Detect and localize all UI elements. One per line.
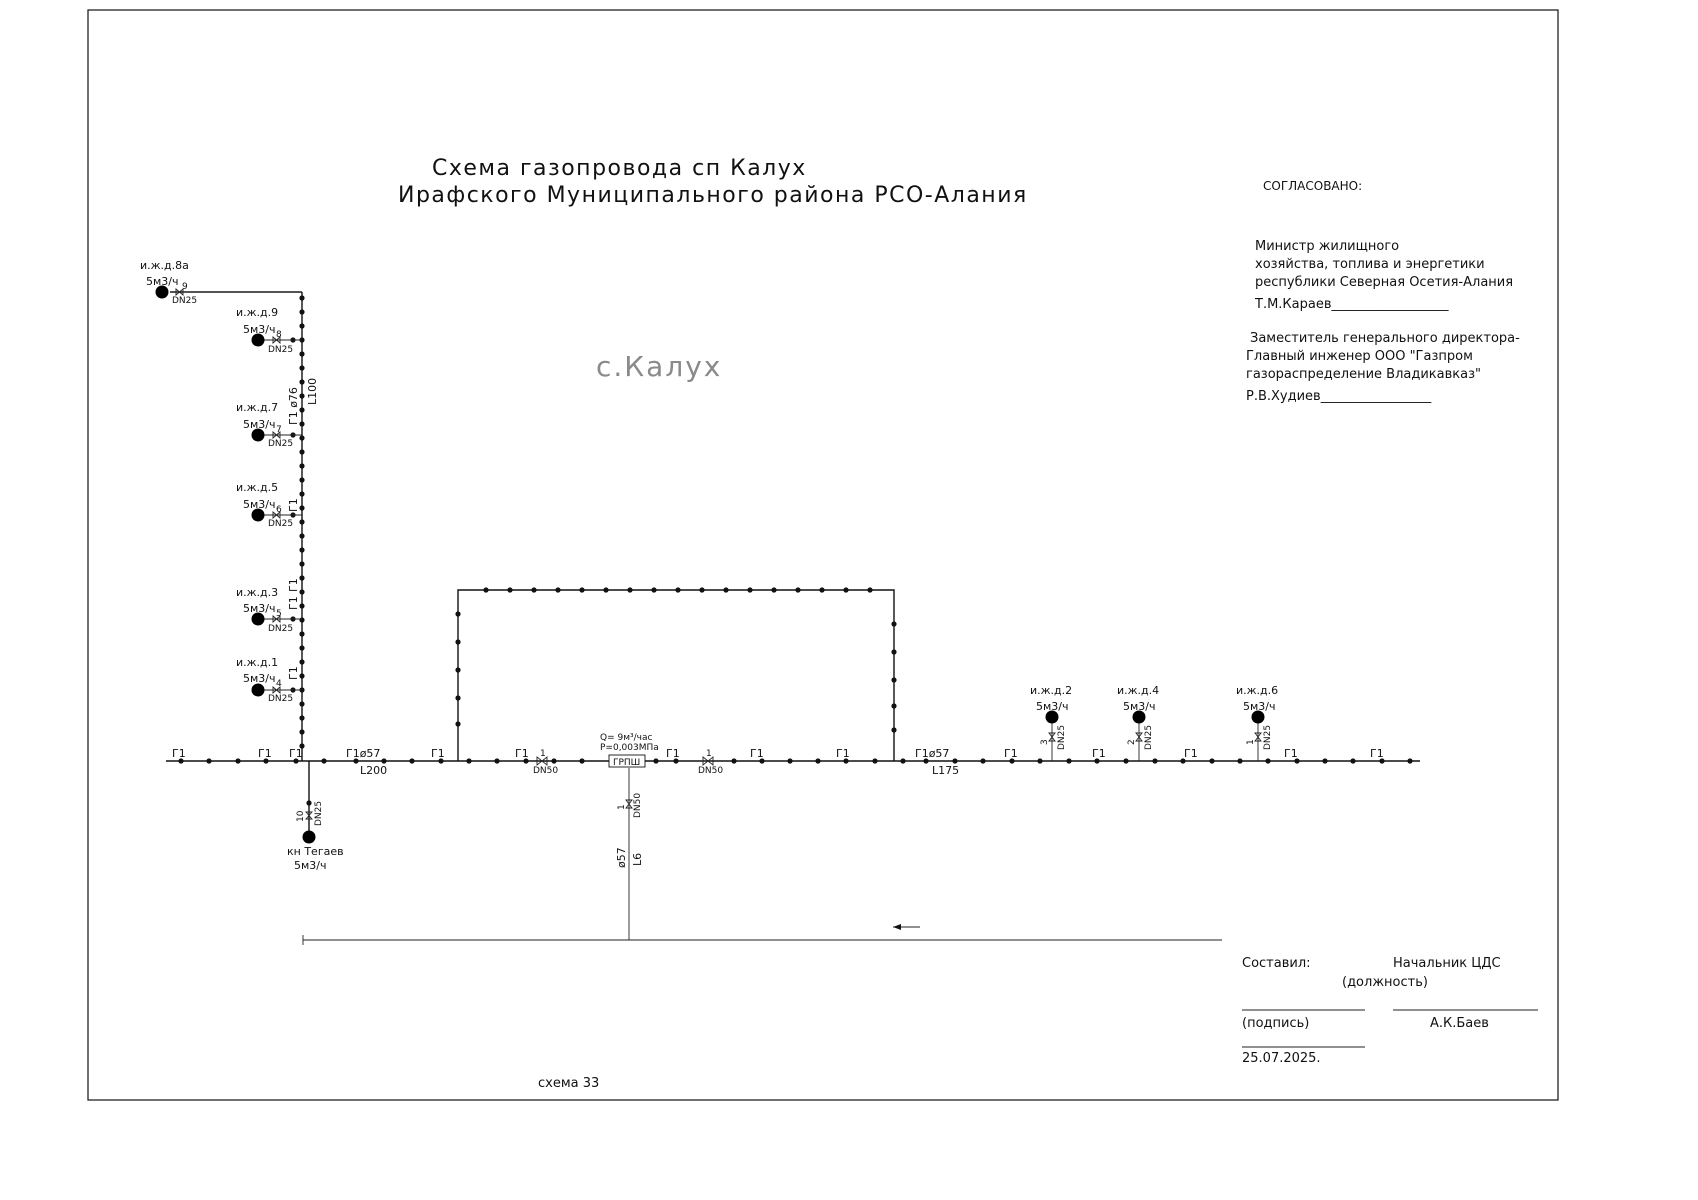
pipe-joint-dot [299,393,304,398]
pipe-joint-dot [299,645,304,650]
pipe-joint-dot [299,519,304,524]
pipe-joint-dot [299,309,304,314]
pipe-joint-dot [299,491,304,496]
consumer-5-dn: DN25 [268,519,294,529]
tegaev-flow: 5м3/ч [294,859,327,872]
grpsh-flow: Q= 9м³/час [600,733,653,743]
pipe-joint-dot [299,715,304,720]
title-block [538,956,1538,1091]
pipe-joint-dot [299,323,304,328]
deputy-signature: Р.В.Худиев_________________ [1246,389,1432,404]
pipe-joint-dot [299,435,304,440]
pipe-joint-dot [299,547,304,552]
date: 25.07.2025. [1242,1051,1321,1066]
pipe-joint-dot [579,587,584,592]
pipe-joint-dot [299,505,304,510]
deputy-line-1: Заместитель генерального директора- [1250,331,1520,346]
pipe-joint-dot [299,617,304,622]
branch-8a [140,259,302,306]
pipe-joint-dot [699,587,704,592]
pipe-joint-dot [891,649,896,654]
pipe-joint-dot [1152,758,1157,763]
title-line-2: Ирафского Муниципального района РСО-Алания [398,183,1028,208]
consumer-6-name: и.ж.д.6 [1236,684,1279,697]
pipe-joint-dot [235,758,240,763]
consumer-4-flow: 5м3/ч [1123,700,1156,713]
g1-label: Г1 [258,747,272,760]
vertical-g1-c: Г1 [287,578,300,592]
consumer-6-dn: DN25 [1263,724,1273,750]
flow-arrow [893,924,920,930]
scheme-number: схема 33 [538,1076,600,1091]
pipe-joint-dot [555,587,560,592]
vertical-g1-d: Г1 [287,666,300,680]
consumer-3-name: и.ж.д.3 [236,586,279,599]
g1-label: Г1 [1092,747,1106,760]
grpsh-riser-valve-number: 1 [617,804,627,810]
branch-9 [236,306,302,355]
minister-line-2: хозяйства, топлива и энергетики [1255,257,1485,272]
pipe-joint-dot [1237,758,1242,763]
l200-label: L200 [360,764,388,777]
branch-4 [1117,684,1159,761]
consumer-3-index: 5 [276,609,282,619]
consumer-2-flow: 5м3/ч [1036,700,1069,713]
consumer-9-flow: 5м3/ч [243,323,276,336]
consumer-8a-flow: 5м3/ч [146,275,179,288]
consumer-1-dn: DN25 [268,694,294,704]
drawing-frame [88,10,1558,1100]
pipe-joint-dot [1407,758,1412,763]
consumer-1-flow: 5м3/ч [243,672,276,685]
pipe-joint-dot [653,758,658,763]
pipe-joint-dot [819,587,824,592]
pipe-joint-dot [1265,758,1270,763]
consumer-3-dn: DN25 [268,624,294,634]
pipe-joint-dot [299,631,304,636]
position-value: Начальник ЦДС [1393,956,1501,971]
pipe-joint-dot [651,587,656,592]
pipe-joint-dot [455,667,460,672]
consumer-5-index: 6 [276,505,282,515]
riser-length: L6 [631,852,644,866]
consumer-7-flow: 5м3/ч [243,418,276,431]
g1-label: Г1 [750,747,764,760]
g1-label: Г1 [666,747,680,760]
g1-label: Г1 [836,747,850,760]
pipe-joint-dot [455,695,460,700]
consumer-1-name: и.ж.д.1 [236,656,279,669]
valve-right [698,749,723,776]
consumer-3-flow: 5м3/ч [243,602,276,615]
pipe-joint-dot [891,727,896,732]
compiler-name: А.К.Баев [1430,1016,1489,1031]
consumer-9-dn: DN25 [268,345,294,355]
consumer-1-index: 4 [276,679,282,689]
minister-line-1: Министр жилищного [1255,239,1400,254]
consumer-8a-index: 9 [182,282,188,292]
pipe-joint-dot [299,379,304,384]
pipe-joint-dot [900,758,905,763]
valve-left-dn: DN50 [533,766,559,776]
pipe-joint-dot [306,800,311,805]
consumer-9-name: и.ж.д.9 [236,306,279,319]
g1-label: Г1 [1004,747,1018,760]
branch-2 [1030,684,1072,761]
pipe-joint-dot [483,587,488,592]
pipe-joints [178,295,1412,805]
consumer-5-name: и.ж.д.5 [236,481,279,494]
title-line-1: Схема газопровода сп Калух [432,156,807,181]
consumer-6-flow: 5м3/ч [1243,700,1276,713]
pipe-joint-dot [321,758,326,763]
pipe-joint-dot [299,589,304,594]
grpsh-pressure: P=0,003МПа [600,743,659,753]
g1-label: Г1 [515,747,529,760]
pipe-joint-dot [299,421,304,426]
deputy-line-2: Главный инженер ООО "Газпром [1246,349,1473,364]
d57-label-left: Г1ø57 [346,747,381,760]
consumer-6-index: 1 [1246,739,1256,745]
pipe-joint-dot [299,407,304,412]
consumer-8a-dn: DN25 [172,296,198,306]
loop-pipe [458,590,894,761]
pipe-joint-dot [891,703,896,708]
g1-label: Г1 [431,747,445,760]
consumer-4-index: 2 [1127,739,1137,745]
pipe-joint-dot [1350,758,1355,763]
consumer-2-name: и.ж.д.2 [1030,684,1073,697]
approval-heading: СОГЛАСОВАНО: [1263,179,1363,193]
g1-label: Г1 [289,747,303,760]
valve-right-number: 1 [706,749,712,759]
vertical-pipe-length: L100 [306,377,319,405]
consumer-5-flow: 5м3/ч [243,498,276,511]
consumer-4-dn: DN25 [1144,724,1154,750]
pipe-joint-dot [1322,758,1327,763]
pipe-joint-dot [1123,758,1128,763]
position-caption: (должность) [1342,975,1428,990]
vertical-g1-a: Г1 [287,498,300,512]
g1-label: Г1 [1370,747,1384,760]
signature-caption: (подпись) [1242,1016,1310,1031]
pipe-joint-dot [771,587,776,592]
consumer-7-name: и.ж.д.7 [236,401,279,414]
g1-label: Г1 [1184,747,1198,760]
pipe-joint-dot [1209,758,1214,763]
tegaev-dn: DN25 [314,800,324,826]
pipe-joint-dot [579,758,584,763]
pipe-joint-dot [299,295,304,300]
village-label: с.Калух [596,350,723,383]
pipe-joint-dot [795,587,800,592]
pipe-joint-dot [299,351,304,356]
pipe-joint-dot [1066,758,1071,763]
pipe-joint-dot [980,758,985,763]
tegaev-index: 10 [296,810,306,822]
consumer-2-index: 3 [1040,739,1050,745]
consumer-7-index: 7 [276,425,282,435]
pipe-joint-dot [675,587,680,592]
pipe-joint-dot [299,477,304,482]
pipe-joint-dot [299,659,304,664]
valve-right-dn: DN50 [698,766,724,776]
pipe-joint-dot [952,758,957,763]
pipe-joint-dot [531,587,536,592]
pipe-joint-dot [299,729,304,734]
pipe-joint-dot [381,758,386,763]
pipe-joint-dot [891,677,896,682]
minister-signature: Т.М.Караев__________________ [1255,297,1449,312]
consumer-2-dn: DN25 [1057,724,1067,750]
tegaev-name: кн Тегаев [287,845,344,858]
pipe-joint-dot [872,758,877,763]
pipe-joint-dot [299,603,304,608]
branch-tegaev [287,801,344,872]
vertical-pipe-diameter: Г1 ø76 [287,387,300,425]
pipe-joint-dot [867,587,872,592]
d57-label-right: Г1ø57 [915,747,950,760]
consumer-9-index: 8 [276,330,282,340]
pipe-joint-dot [206,758,211,763]
pipe-joint-dot [551,758,556,763]
g1-label: Г1 [172,747,186,760]
pipe-joint-dot [299,365,304,370]
pipe-joint-dot [723,587,728,592]
compiled-label: Составил: [1242,956,1311,971]
pipe-joint-dot [455,639,460,644]
pipe-joint-dot [299,533,304,538]
branch-6 [1236,684,1278,761]
pipe-joint-dot [815,758,820,763]
pipe-joint-dot [787,758,792,763]
minister-line-3: республики Северная Осетия-Алания [1255,275,1514,290]
consumer-7-dn: DN25 [268,439,294,449]
grpsh-label: ГРПШ [613,758,641,768]
consumer-8a-name: и.ж.д.8а [140,259,189,272]
pipe-joint-dot [627,587,632,592]
pipe-joint-dot [507,587,512,592]
pipe-joint-dot [299,575,304,580]
pipe-joint-dot [299,701,304,706]
pipe-joint-dot [455,721,460,726]
grpsh-riser-valve-dn: DN50 [633,792,643,818]
valve-left-number: 1 [540,749,546,759]
consumer-4-name: и.ж.д.4 [1117,684,1160,697]
pipe-joint-dot [1037,758,1042,763]
pipe-joint-dot [299,463,304,468]
pipe-joint-dot [455,611,460,616]
pipe-joint-dot [603,587,608,592]
pipe-joint-dot [409,758,414,763]
pipe-joint-dot [731,758,736,763]
vertical-g1-b: Г1 [287,596,300,610]
g1-label: Г1 [1284,747,1298,760]
pipe-joint-dot [466,758,471,763]
pipe-joint-dot [494,758,499,763]
l175-label: L175 [932,764,960,777]
riser-diameter: ø57 [615,847,628,868]
pipe-joint-dot [299,449,304,454]
pipe-joint-dot [891,621,896,626]
pipe-joint-dot [747,587,752,592]
pipe-joint-dot [299,561,304,566]
pipe-joint-dot [843,587,848,592]
pipe-joint-dot [299,673,304,678]
deputy-line-3: газораспределение Владикавказ" [1246,367,1481,382]
